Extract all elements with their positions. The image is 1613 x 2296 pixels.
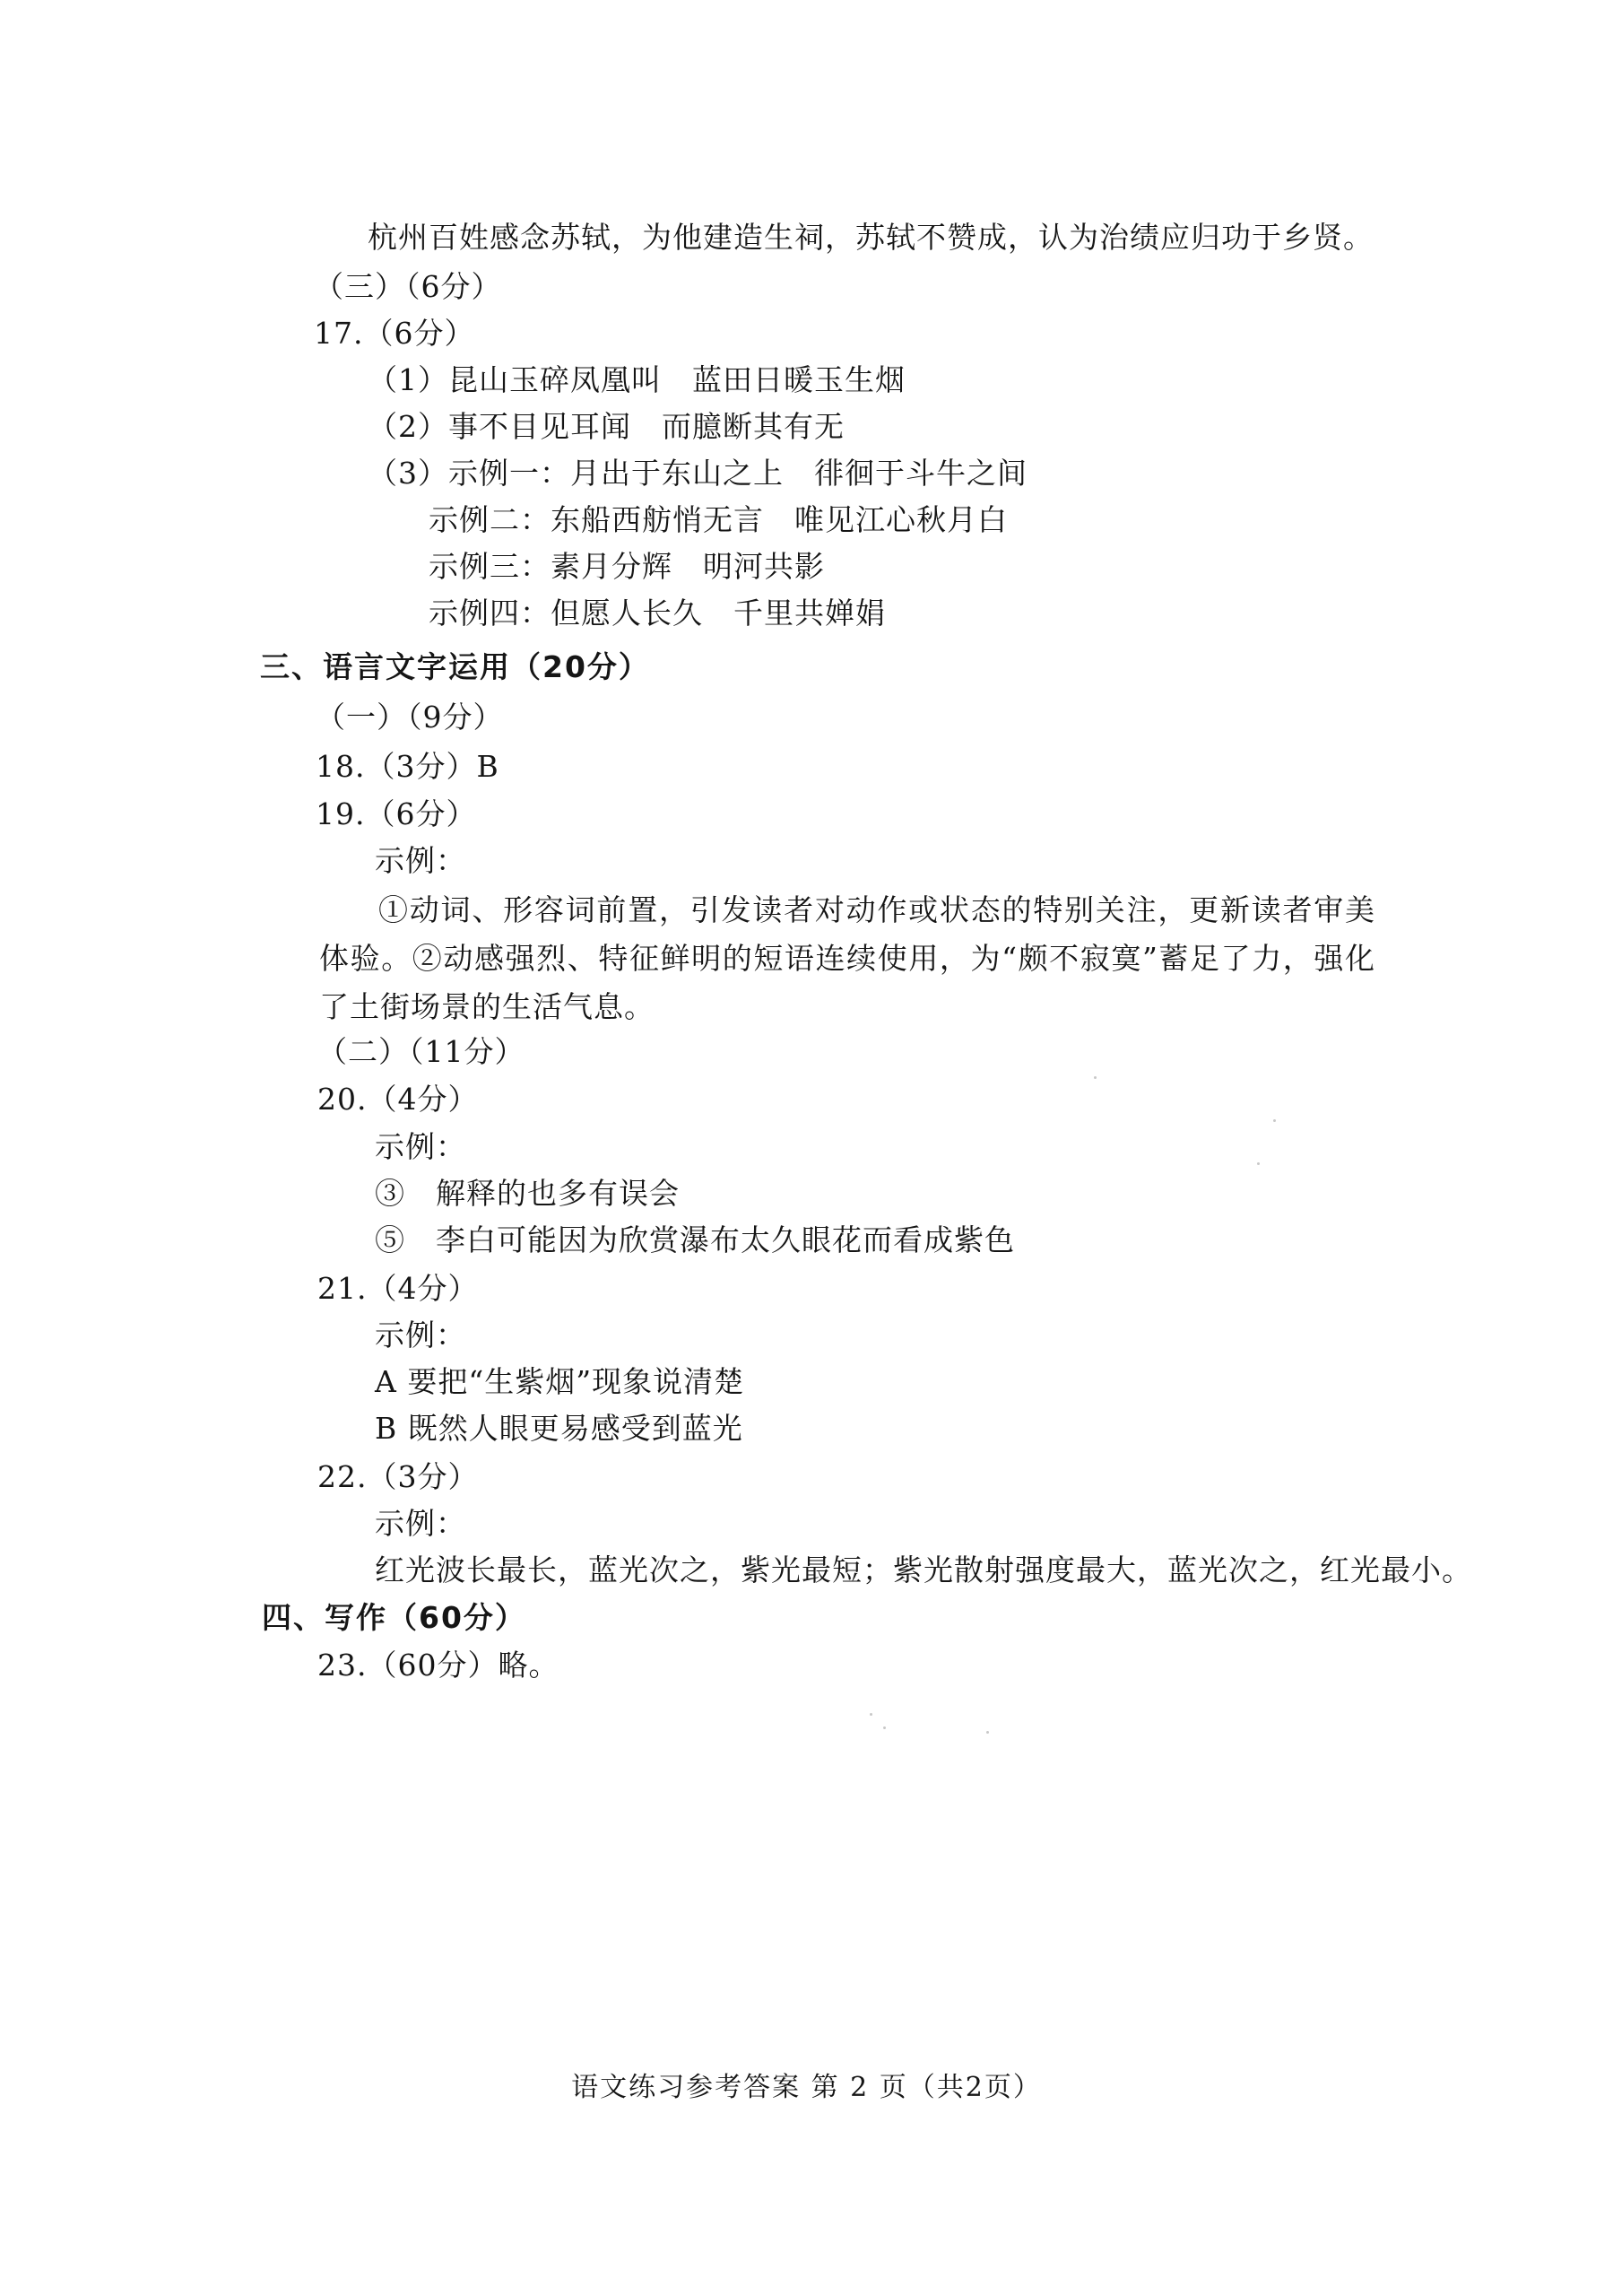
question-19-header: 19.（6分） — [316, 796, 477, 831]
question-20-item-3: ③ 解释的也多有误会 — [375, 1176, 680, 1211]
question-17-part-2: （2）事不目见耳闻 而臆断其有无 — [368, 409, 845, 444]
question-19-answer-paragraph: ①动词、形容词前置，引发读者对动作或状态的特别关注，更新读者审美体验。②动感强烈、特征鲜明的短语连续使用，为“颇不寂寞”蓄足了力，强化了土街场景的生活气息。 — [319, 892, 1375, 1024]
question-19-example-label: 示例： — [375, 843, 466, 878]
question-22-header: 22.（3分） — [317, 1459, 479, 1494]
question-18-answer: 18.（3分）B — [316, 749, 499, 784]
question-21-example-label: 示例： — [375, 1318, 466, 1352]
question-21-answer-b: B 既然人眼更易感受到蓝光 — [375, 1411, 743, 1446]
answer-16-conclusion: 杭州百姓感念苏轼，为他建造生祠，苏轼不赞成，认为治绩应归功于乡贤。 — [368, 220, 1374, 255]
page-footer: 语文练习参考答案 第 2 页（共2页） — [571, 2072, 1042, 2103]
question-17-example-4: 示例四：但愿人长久 千里共婵娟 — [429, 596, 886, 631]
scan-speck — [883, 1726, 886, 1729]
section-4-heading: 四、写作（60分） — [262, 1600, 526, 1635]
question-17-header: 17.（6分） — [314, 316, 475, 351]
scan-speck — [870, 1713, 872, 1716]
section-3-part-1-heading: （一）（9分） — [316, 700, 504, 735]
question-20-example-label: 示例： — [375, 1129, 466, 1164]
scan-speck — [1094, 1076, 1097, 1079]
question-17-part-1: （1）昆山玉碎凤凰叫 蓝田日暖玉生烟 — [368, 362, 906, 397]
question-17-part-3-example-1: （3）示例一：月出于东山之上 徘徊于斗牛之间 — [368, 456, 1028, 491]
question-20-header: 20.（4分） — [317, 1082, 479, 1117]
question-22-answer: 红光波长最长，蓝光次之，紫光最短；紫光散射强度最大，蓝光次之，红光最小。 — [375, 1552, 1472, 1587]
scan-speck — [986, 1731, 989, 1734]
question-17-example-2: 示例二：东船西舫悄无言 唯见江心秋月白 — [429, 502, 1008, 537]
section-3-heading: 三、语言文字运用（20分） — [260, 649, 650, 684]
scan-speck — [1273, 1119, 1276, 1122]
section-three-sub-heading: （三）（6分） — [314, 269, 502, 304]
question-22-example-label: 示例： — [375, 1506, 466, 1541]
question-17-example-3: 示例三：素月分辉 明河共影 — [429, 549, 825, 584]
scan-speck — [1257, 1162, 1260, 1165]
question-21-header: 21.（4分） — [317, 1271, 479, 1306]
question-20-item-5: ⑤ 李白可能因为欣赏瀑布太久眼花而看成紫色 — [375, 1222, 1015, 1257]
question-23-answer: 23.（60分）略。 — [317, 1648, 559, 1683]
question-21-answer-a: A 要把“生紫烟”现象说清楚 — [375, 1364, 745, 1399]
section-3-part-2-heading: （二）（11分） — [317, 1034, 525, 1069]
